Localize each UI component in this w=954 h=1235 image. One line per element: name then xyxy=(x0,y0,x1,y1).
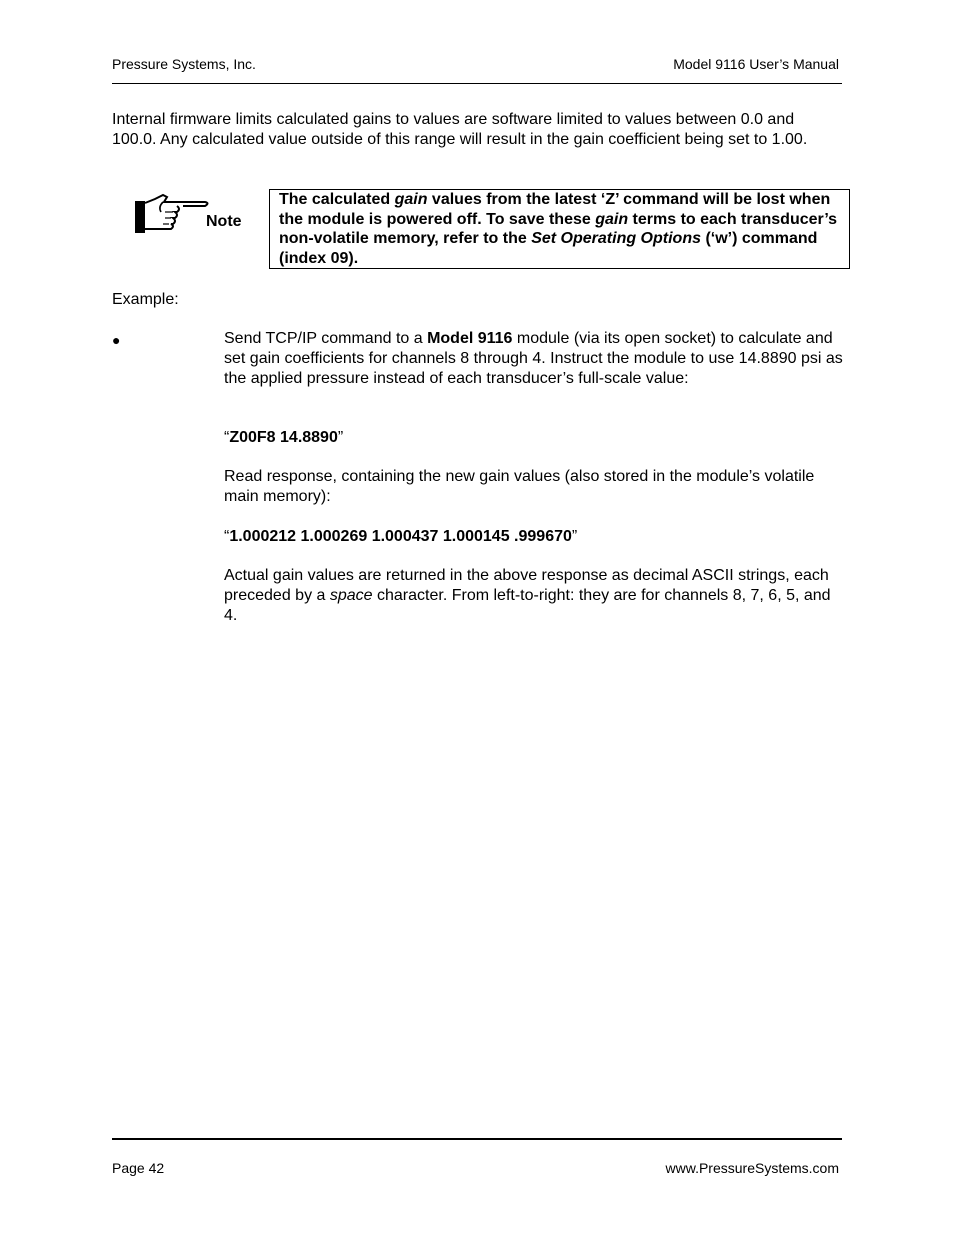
note-text-set-operating-options: Set Operating Options xyxy=(531,230,701,247)
command-line xyxy=(224,428,844,448)
step-text-1a: Send TCP/IP command to a xyxy=(224,330,428,347)
step-send-command xyxy=(224,329,844,389)
step-text-space: space xyxy=(329,587,373,604)
note-label: Note xyxy=(206,213,242,230)
quote-open: “ xyxy=(224,528,230,545)
header-company: Pressure Systems, Inc. xyxy=(112,56,256,72)
step-explanation xyxy=(224,566,844,626)
intro-paragraph: Internal firmware limits calculated gains to values are software limited to values between 0.0 and 100.0. Any calculated value outside of this range will result in the gain coefficient being set to 1.00. xyxy=(112,111,808,148)
quote-open: “ xyxy=(224,429,230,446)
step-read-response: Read response, containing the new gain values (also stored in the module’s volatile main memory): xyxy=(224,468,815,505)
example-label: Example: xyxy=(112,291,179,308)
pointing-hand-icon xyxy=(133,193,215,237)
response-line xyxy=(224,527,844,547)
command-text: Z00F8 14.8890 xyxy=(229,429,338,446)
step-text-3a: Actual gain values are returned in the above response as decimal ASCII strings, each preceded by a xyxy=(224,567,829,604)
note-text-2: values from the latest ‘Z’ command will be lost when the module is powered off. To save these xyxy=(279,191,831,228)
note-text-1: The calculated xyxy=(279,191,395,208)
step-model-name: Model 9116 xyxy=(427,330,513,347)
header-rule xyxy=(112,83,842,84)
quote-close: ” xyxy=(571,528,578,545)
note-text-gain-2: gain xyxy=(595,210,629,228)
note-text-3: terms to each transducer’s non-volatile memory, refer to the xyxy=(279,210,838,247)
note-box xyxy=(269,189,850,269)
step-text-1c: module (via its open socket) to calculate and set gain coefficients for channels 8 through 4. Instruct the module to use 14.8890 psi as the applied pressure instead of each transducer’s full-scale value: xyxy=(224,330,843,387)
footer-rule xyxy=(112,1138,842,1140)
note-text-4: (‘w’) command (index 09). xyxy=(279,230,818,267)
bullet-marker: ● xyxy=(112,332,121,348)
response-text: 1.000212 1.000269 1.000437 1.000145 .999670 xyxy=(229,528,572,545)
header-manual-title: Model 9116 User’s Manual xyxy=(673,56,839,72)
footer-page-number: Page 42 xyxy=(112,1160,165,1176)
step-text-3c: character. From left-to-right: they are for channels 8, 7, 6, 5, and 4. xyxy=(224,587,831,624)
note-text-gain-1: gain xyxy=(394,191,428,208)
footer-website: www.PressureSystems.com xyxy=(665,1160,839,1176)
quote-close: ” xyxy=(337,429,344,446)
